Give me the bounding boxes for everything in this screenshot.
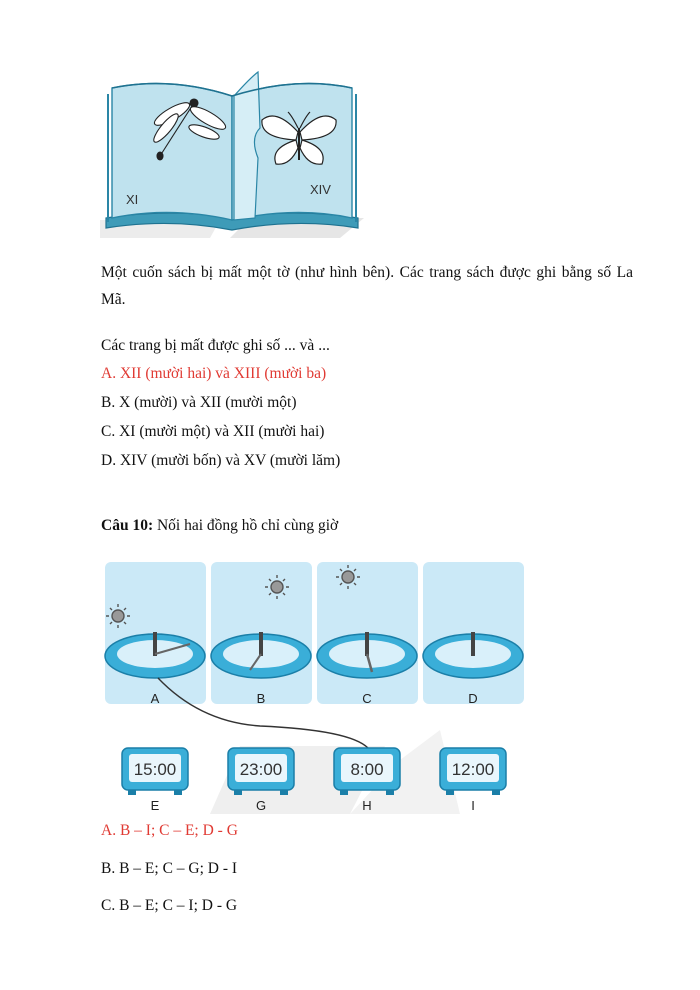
question10-label: Câu 10: — [101, 517, 154, 534]
digital-label-i: I — [471, 798, 475, 813]
clock-label-c: C — [362, 691, 372, 706]
question10-option-a: A. B – I; C – E; D - G — [101, 822, 238, 839]
digital-time-i: 12:00 — [451, 760, 495, 779]
clock-label-b: B — [256, 691, 266, 706]
question9-option-b: B. X (mười) và XII (mười một) — [101, 394, 297, 411]
digital-clock-e — [122, 748, 188, 795]
book-illustration — [100, 68, 364, 238]
clock-label-a: A — [150, 691, 160, 706]
digital-clock-i — [440, 748, 506, 795]
question9-option-d: D. XIV (mười bốn) và XV (mười lăm) — [101, 452, 341, 469]
question10-text: Nối hai đồng hồ chỉ cùng giờ — [153, 517, 339, 534]
question9-option-a: A. XII (mười hai) và XIII (mười ba) — [101, 365, 327, 382]
digital-label-h: H — [362, 798, 372, 813]
question10-option-b: B. B – E; C – G; D - I — [101, 860, 238, 877]
digital-label-g: G — [255, 798, 267, 813]
digital-clock-g — [228, 748, 294, 795]
question10-heading — [101, 516, 338, 536]
right-page-number: XIV — [310, 182, 331, 197]
digital-time-e: 15:00 — [133, 760, 177, 779]
digital-time-g: 23:00 — [239, 760, 283, 779]
digital-clock-h — [334, 748, 400, 795]
digital-label-e: E — [150, 798, 160, 813]
question9-prompt: Các trang bị mất được ghi số ... và ... — [101, 337, 330, 354]
question10-option-c: C. B – E; C – I; D - G — [101, 897, 238, 914]
clock-label-d: D — [468, 691, 478, 706]
clock-matching-figure — [100, 560, 530, 814]
digital-time-h: 8:00 — [350, 760, 384, 779]
question9-option-c: C. XI (mười một) và XII (mười hai) — [101, 423, 325, 440]
left-page-number: XI — [126, 192, 139, 207]
question9-text: Một cuốn sách bị mất một tờ (như hình bên). Các trang sách được ghi bằng số La Mã. — [101, 264, 633, 308]
